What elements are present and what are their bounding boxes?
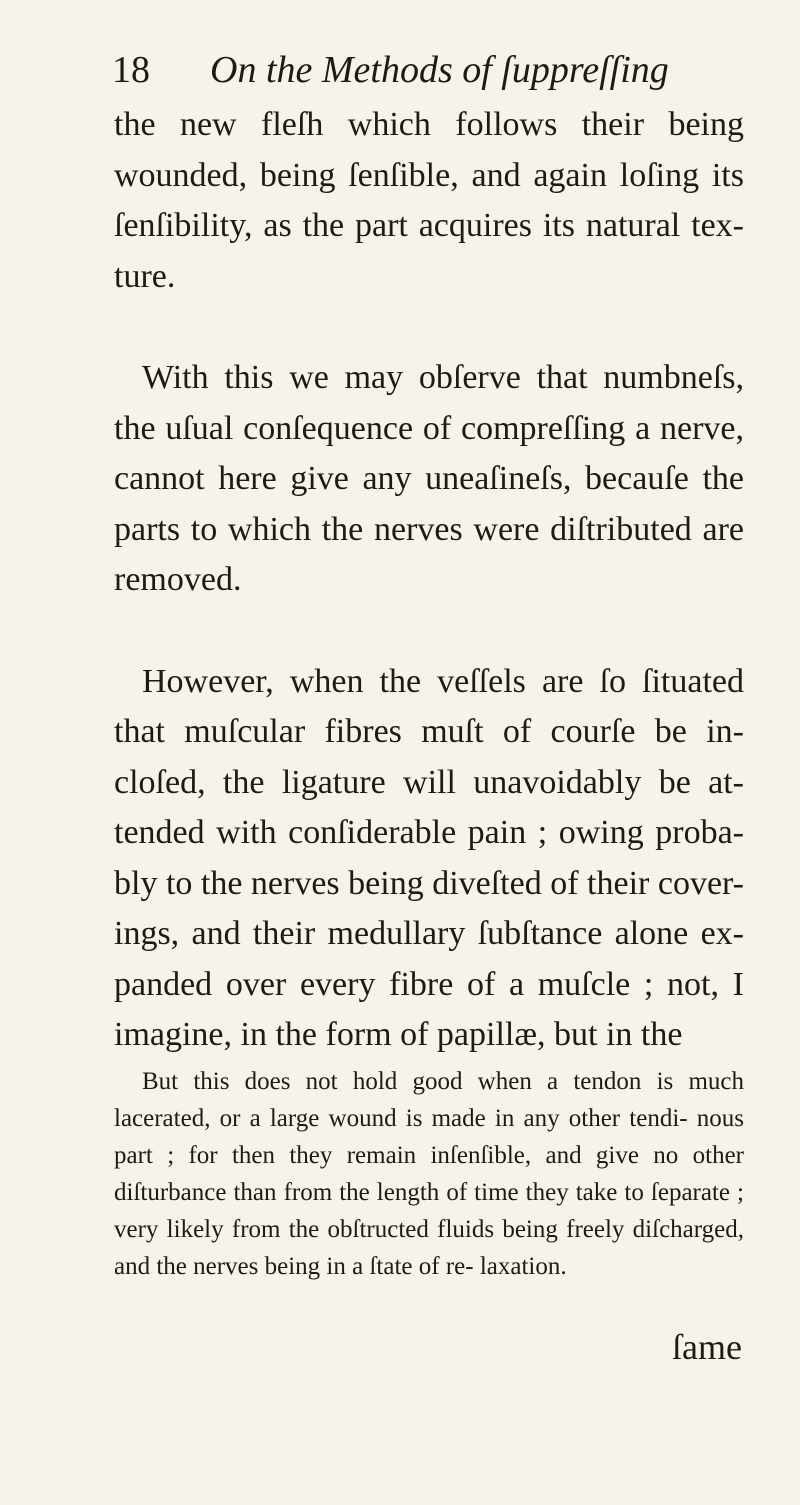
page-header — [112, 40, 732, 100]
footnote: But this does not hold good when a tendon is much lacerated, or a large wound is made in any other tendi- nous part ; for then they remain inſenſible, and give no other diſturbance than from the length of time they take to ſeparate ; very likely from the obſtructed fluids being freely diſcharged, and the nerves being in a ſtate of re- laxation. — [114, 1068, 744, 1280]
page-number: 18 — [112, 49, 150, 91]
paragraph-continuation: the new fleſh which follows their being wounded, being ſenſible, and again loſing its ſenſibility, as the part acquires its natural tex- ture. — [114, 106, 744, 295]
catchword: ſame — [672, 1327, 742, 1367]
running-title: On the Methods of ſuppreſſing — [210, 49, 669, 91]
paragraph-however: However, when the veſſels are ſo ſituated that muſcular fibres muſt of courſe be in- cloſed, the ligature will unavoidably be at- tended with conſiderable pain ; owing proba- bly to the nerves being diveſted of their cover- ings, and their medullary ſubſtance alone ex- panded over every fibre of a muſcle ; not, I imagine, in the form of papillæ, but in the — [114, 662, 744, 1053]
main-text — [114, 100, 744, 1061]
paragraph-numbness: With this we may obſerve that numbneſs, the uſual conſequence of compreſſing a nerve, cannot here give any uneaſineſs, becauſe the parts to which the nerves were diſtributed are removed. — [114, 359, 744, 598]
